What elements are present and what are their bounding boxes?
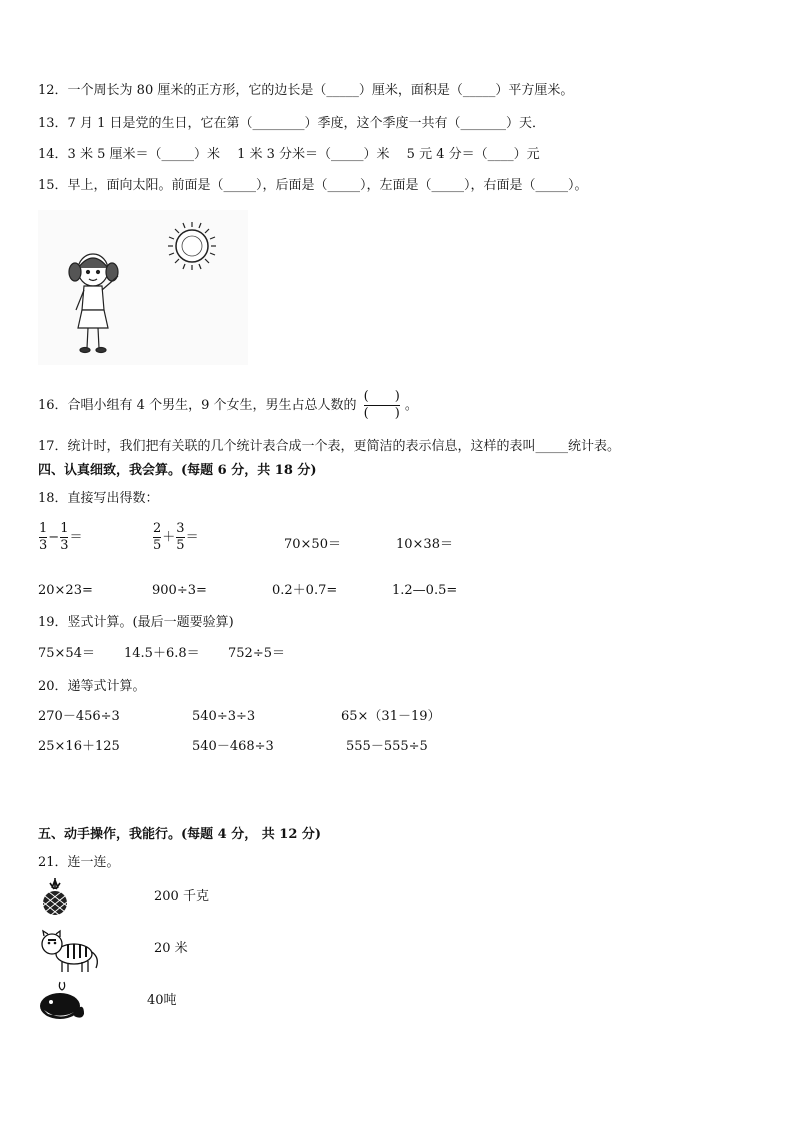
question-16-end: 。 [404, 398, 418, 413]
question-16-text: 16．合唱小组有 4 个男生，9 个女生，男生占总人数的 [38, 398, 357, 413]
q20-expression-2: 540÷3÷3 [192, 709, 256, 724]
pineapple-icon [38, 878, 72, 916]
question-21-title: 21．连一连。 [38, 855, 120, 870]
q18-expression-6: 900÷3= [152, 583, 207, 598]
q19-expression-1: 75×54＝ [38, 646, 95, 661]
q20-expression-4: 25×16＋125 [38, 739, 120, 754]
question-20-title: 20．递等式计算。 [38, 679, 146, 694]
q20-expression-3: 65×（31－19） [341, 709, 441, 724]
q18-fraction-1: $\frac{1}{3}$ − $\frac{1}{3}$ ＝ [39, 521, 83, 553]
question-16 [38, 390, 418, 421]
question-17: 17．统计时，我们把有关联的几个统计表合成一个表，更简洁的表示信息，这样的表叫_____统计表。 [38, 439, 621, 454]
q21-value-2: 20 米 [154, 941, 188, 956]
tiger-icon [38, 928, 102, 974]
q21-value-1: 200 千克 [154, 889, 209, 904]
fraction-denominator-blank: ( ) [363, 406, 400, 421]
section-5-heading: 五、动手操作，我能行。(每题 4 分， 共 12 分) [38, 827, 322, 842]
fraction-numerator-blank: ( ) [363, 389, 400, 404]
q19-expression-2: 14.5＋6.8＝ [124, 646, 200, 661]
q20-expression-1: 270－456÷3 [38, 709, 120, 724]
q18-expression-4: 10×38＝ [396, 537, 453, 552]
q18-expression-7: 0.2＋0.7= [272, 583, 338, 598]
q21-value-3: 40吨 [147, 993, 177, 1008]
question-13: 13．7 月 1 日是党的生日，它在第（________）季度，这个季度一共有（_______）天． [38, 116, 545, 131]
question-12: 12．一个周长为 80 厘米的正方形，它的边长是（_____）厘米，面积是（_____）平方厘米。 [38, 83, 574, 98]
q18-expression-3: 70×50＝ [284, 537, 341, 552]
section-4-heading: 四、认真细致，我会算。(每题 6 分，共 18 分) [38, 463, 317, 478]
q20-expression-6: 555－555÷5 [346, 739, 428, 754]
girl-facing-sun-image [38, 210, 248, 365]
question-14: 14．3 米 5 厘米＝（_____）米 1 米 3 分米＝（_____）米 5 元 4 分＝（____）元 [38, 147, 540, 162]
q18-fraction-2: $\frac{2}{5}$ ＋ $\frac{3}{5}$ ＝ [153, 521, 199, 553]
whale-icon [38, 980, 86, 1022]
q18-expression-5: 20×23= [38, 583, 93, 598]
question-19-title: 19．竖式计算。(最后一题要验算) [38, 615, 234, 630]
q20-expression-5: 540－468÷3 [192, 739, 274, 754]
fraction-answer-blank[interactable] [364, 390, 400, 421]
q18-expression-8: 1.2—0.5= [392, 583, 458, 598]
question-15: 15．早上，面向太阳。前面是（_____），后面是（_____），左面是（_____），右面是（_____）。 [38, 178, 588, 193]
question-18-title: 18．直接写出得数： [38, 491, 159, 506]
q19-expression-3: 752÷5＝ [228, 646, 285, 661]
